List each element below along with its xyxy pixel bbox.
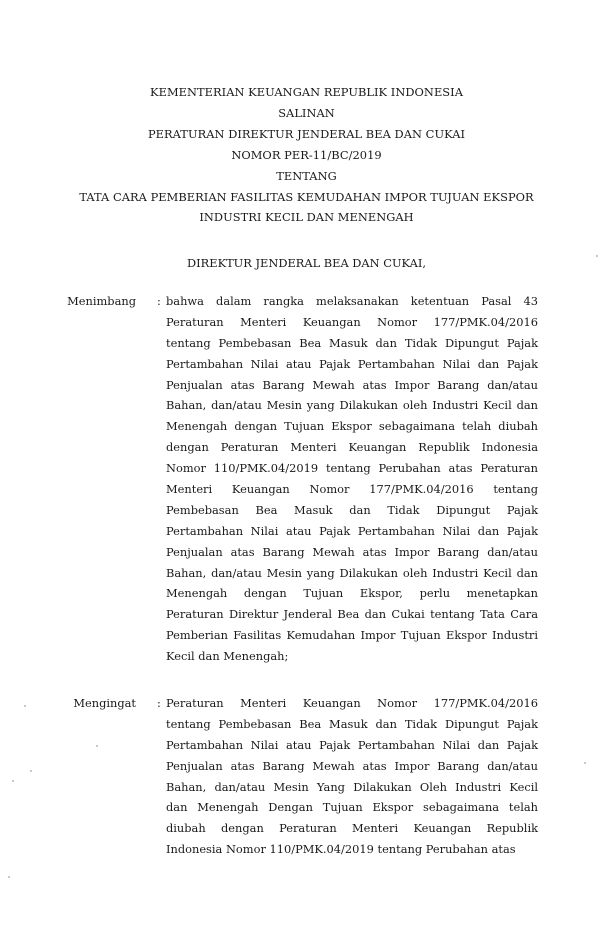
menimbang-text-line: Pertambahan Nilai atau Pajak Pertambahan Nilai dan Pajak (166, 523, 538, 538)
mengingat-label: Mengingat (73, 696, 136, 710)
menimbang-text-line: bahwa dalam rangka melaksanakan ketentuan Pasal 43 (166, 294, 538, 308)
menimbang-body (166, 291, 538, 667)
menimbang-text-line: Nomor 110/PMK.04/2019 tentang Perubahan atas Peraturan (166, 461, 538, 476)
mengingat-text-line: diubah dengan Peraturan Menteri Keuangan Republik (166, 821, 538, 836)
mengingat-text-line: tentang Pembebasan Bea Masuk dan Tidak Dipungut Pajak (166, 716, 538, 731)
menimbang-text-line: Penjualan atas Barang Mewah atas Impor Barang dan/atau (166, 544, 538, 559)
issuing-authority: DIREKTUR JENDERAL BEA DAN CUKAI, (187, 256, 426, 270)
scan-speck (8, 876, 10, 878)
scan-speck (12, 780, 14, 782)
regulation-number: NOMOR PER-11/BC/2019 (231, 147, 382, 162)
scan-speck (96, 745, 98, 747)
mengingat-body (166, 693, 538, 860)
menimbang-text-line: tentang Pembebasan Bea Masuk dan Tidak Dipungut Pajak (166, 335, 538, 350)
mengingat-text-line: Bahan, dan/atau Mesin Yang Dilakukan Oleh Industri Kecil (166, 779, 538, 794)
scan-speck (24, 705, 26, 707)
menimbang-text-line: Kecil dan Menengah; (166, 649, 289, 664)
scan-speck (584, 762, 586, 764)
copy-label: SALINAN (278, 105, 335, 120)
menimbang-text-line: Bahan, dan/atau Mesin yang Dilakukan oleh Industri Kecil dan (166, 398, 538, 413)
menimbang-text-line: Penjualan atas Barang Mewah atas Impor Barang dan/atau (166, 377, 538, 392)
menimbang-text-line: Pembebasan Bea Masuk dan Tidak Dipungut Pajak (166, 502, 538, 517)
mengingat-text-line: dan Menengah Dengan Tujuan Ekspor sebagaimana telah (166, 800, 538, 815)
mengingat-text-line: Indonesia Nomor 110/PMK.04/2019 tentang Perubahan atas (166, 842, 516, 857)
menimbang-text-line: Pemberian Fasilitas Kemudahan Impor Tujuan Ekspor Industri (166, 628, 538, 643)
menimbang-text-line: Peraturan Menteri Keuangan Nomor 177/PMK.04/2016 (166, 314, 538, 329)
ministry-name: KEMENTERIAN KEUANGAN REPUBLIK INDONESIA (150, 85, 463, 99)
menimbang-text-line: Peraturan Direktur Jenderal Bea dan Cukai tentang Tata Cara (166, 607, 538, 622)
menimbang-text-line: Pertambahan Nilai atau Pajak Pertambahan Nilai dan Pajak (166, 356, 538, 371)
regulation-subject-line-1: TATA CARA PEMBERIAN FASILITAS KEMUDAHAN IMPOR TUJUAN EKSPOR (79, 189, 534, 204)
regulation-title: PERATURAN DIREKTUR JENDERAL BEA DAN CUKAI (147, 126, 466, 141)
menimbang-text-line: Menengah dengan Tujuan Ekspor sebagaimana telah diubah (166, 419, 538, 434)
about-label: TENTANG (276, 168, 337, 183)
scan-speck (596, 255, 598, 257)
menimbang-text-line: Bahan, dan/atau Mesin yang Dilakukan oleh Industri Kecil dan (166, 565, 538, 580)
scan-speck (30, 770, 32, 772)
menimbang-text-line: dengan Peraturan Menteri Keuangan Republik Indonesia (166, 440, 538, 455)
mengingat-text-line: Pertambahan Nilai atau Pajak Pertambahan Nilai dan Pajak (166, 737, 538, 752)
document-header (0, 82, 613, 228)
mengingat-text-line: Penjualan atas Barang Mewah atas Impor Barang dan/atau (166, 758, 538, 773)
menimbang-text-line: Menengah dengan Tujuan Ekspor, perlu menetapkan (166, 586, 538, 601)
menimbang-label: Menimbang (67, 294, 136, 308)
mengingat-text-line: Peraturan Menteri Keuangan Nomor 177/PMK.04/2016 (166, 696, 538, 710)
mengingat-colon: : (157, 696, 161, 710)
menimbang-text-line: Menteri Keuangan Nomor 177/PMK.04/2016 tentang (166, 482, 538, 497)
regulation-subject-line-2: INDUSTRI KECIL DAN MENENGAH (199, 210, 414, 225)
menimbang-colon: : (157, 294, 161, 308)
